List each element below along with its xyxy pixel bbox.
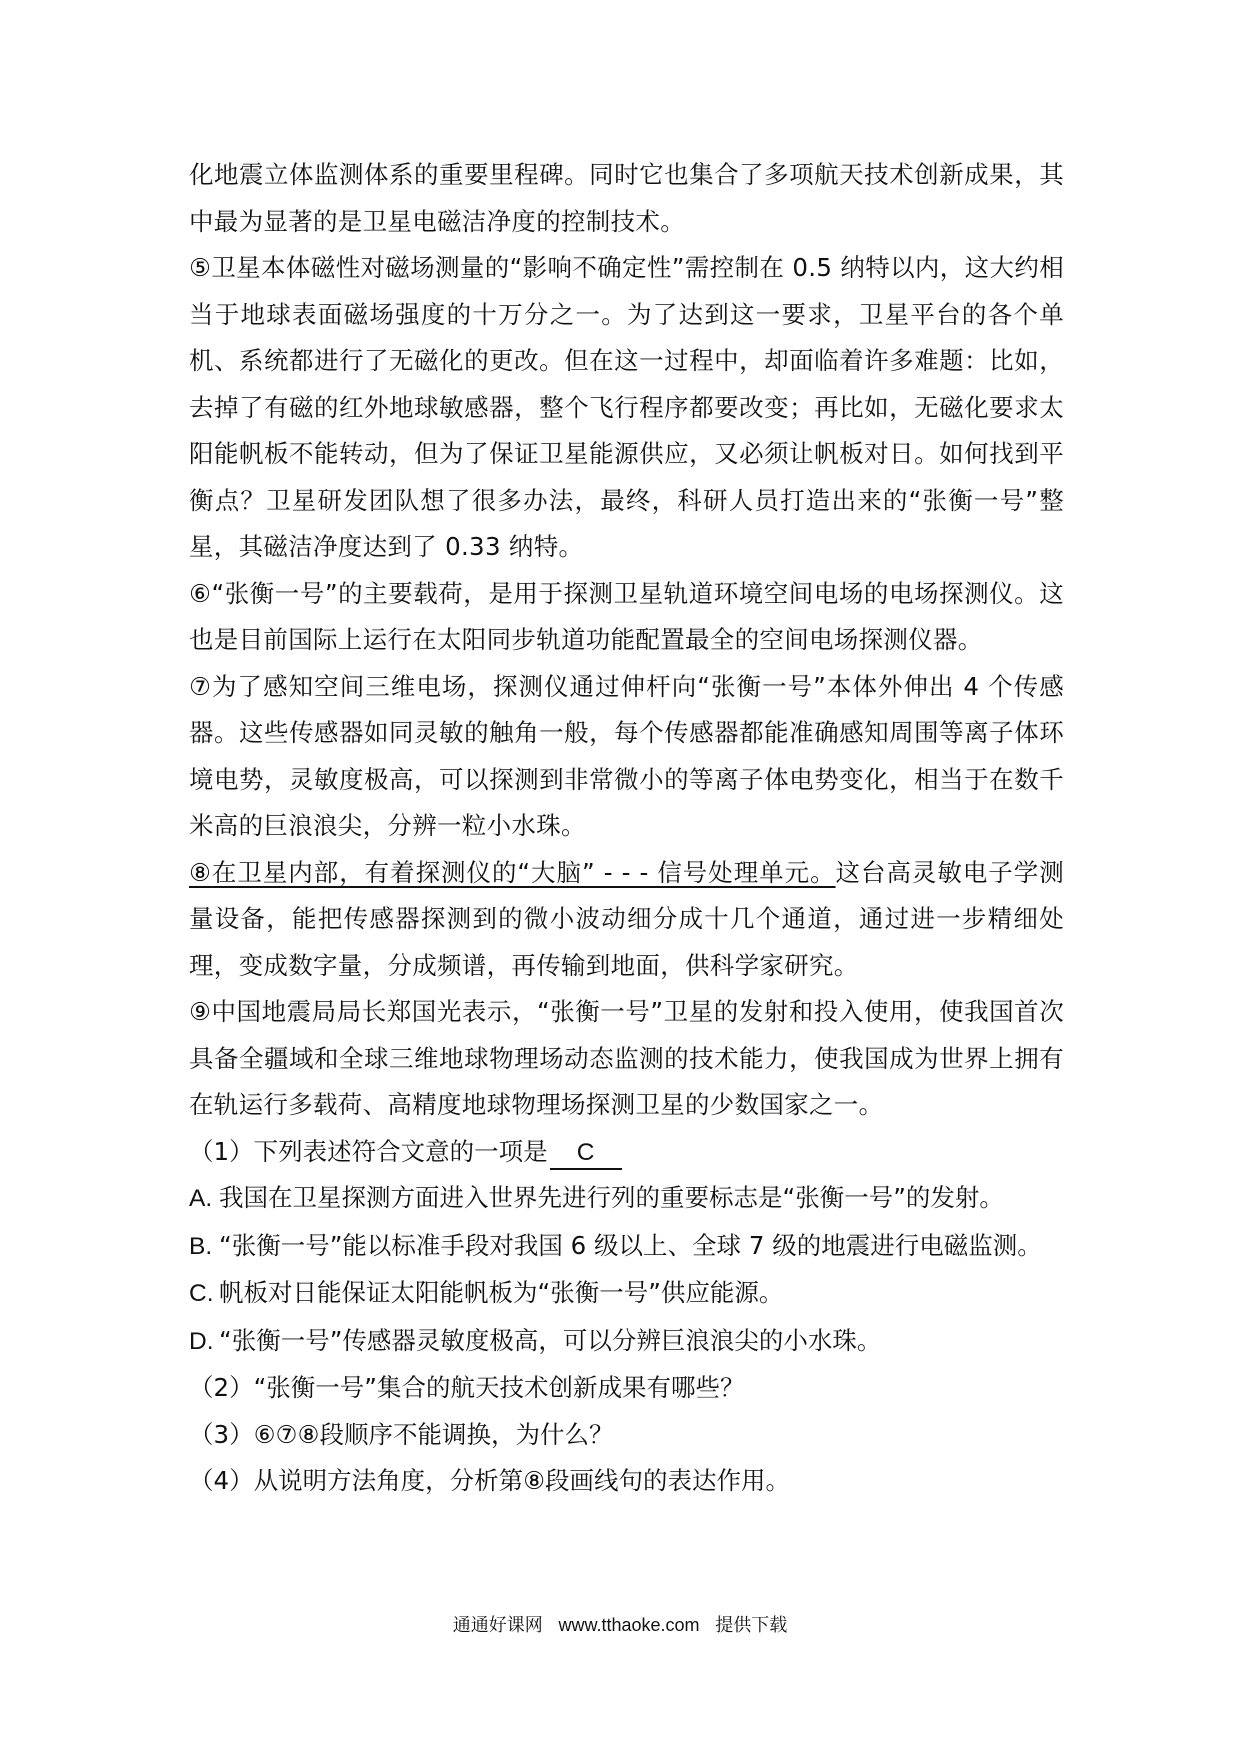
- question-2: （2）“张衡一号”集合的航天技术创新成果有哪些？: [189, 1373, 745, 1402]
- paragraph-4-tail: 化地震立体监测体系的重要里程碑。同时它也集合了多项航天技术创新成果，其中最为显著的是卫星电磁洁净度的控制技术。: [189, 160, 1064, 236]
- question-3: （3）⑥⑦⑧段顺序不能调换，为什么？: [189, 1419, 614, 1449]
- footer-site-name: 通通好课网: [452, 1615, 543, 1636]
- paragraph-5: ⑤卫星本体磁性对磁场测量的“影响不确定性”需控制在 0.5 纳特以内，这大约相当于地球表面磁场强度的十万分之一。为了达到这一要求，卫星平台的各个单机、系统都进行了无磁化的更改。但在这一过程中，却面临着许多难题：比如，去掉了有磁的红外地球敏感器，整个飞行程序都要改变；再比如，无磁化要求太阳能帆板不能转动，但为了保证卫星能源供应，又必须让帆板对日。如何找到平衡点？卫星研发团队想了很多办法，最终，科研人员打造出来的“张衡一号”整星，其磁洁净度达到了 0.33 纳特。: [189, 253, 1064, 561]
- paragraph-6: ⑥“张衡一号”的主要载荷，是用于探测卫星轨道环境空间电场的电场探测仪。这也是目前国际上运行在太阳同步轨道功能配置最全的空间电场探测仪器。: [189, 578, 1064, 654]
- footer-url-link[interactable]: www.tthaoke.com: [558, 1615, 700, 1635]
- page-footer: [0, 1611, 1240, 1637]
- footer-tail: 提供下载: [715, 1615, 788, 1636]
- paragraph-8-underlined-sentence: [189, 858, 836, 887]
- question-block: [189, 1129, 1064, 1505]
- option-c-text: 帆板对日能保证太阳能帆板为“张衡一号”供应能源。: [219, 1278, 784, 1307]
- question-4: （4）从说明方法角度，分析第⑧段画线句的表达作用。: [189, 1466, 791, 1495]
- paragraph-9: ⑨中国地震局局长郑国光表示，“张衡一号”卫星的发射和投入使用，使我国首次具备全疆域和全球三维地球物理场动态监测的技术能力，使我国成为世界上拥有在轨运行多载荷、高精度地球物理场探测卫星的少数国家之一。: [189, 997, 1064, 1119]
- option-a-text: 我国在卫星探测方面进入世界先进行列的重要标志是“张衡一号”的发射。: [219, 1183, 1004, 1212]
- option-a: [189, 1175, 1064, 1223]
- paragraph-8-underlined-text: 在卫星内部，有着探测仪的“大脑” - - - 信号处理单元。: [211, 857, 836, 887]
- paragraph-8-rest: 这台高灵敏电子学测量设备，能把传感器探测到的微小波动细分成十几个通道，通过进一步精细处理，变成数字量，分成频谱，再传输到地面，供科学家研究。: [189, 857, 1064, 980]
- option-c: [189, 1270, 1064, 1318]
- reading-passage: [189, 152, 1064, 1505]
- option-d-letter: D.: [189, 1327, 214, 1355]
- question-1: [189, 1129, 1064, 1176]
- question-1-answer-blank: C: [550, 1138, 622, 1170]
- paragraph-8: [189, 850, 1064, 990]
- option-b-letter: B.: [189, 1232, 213, 1260]
- option-b-text: “张衡一号”能以标准手段对我国 6 级以上、全球 7 级的地震进行电磁监测。: [219, 1230, 1042, 1260]
- paragraph-7: ⑦为了感知空间三维电场，探测仪通过伸杆向“张衡一号”本体外伸出 4 个传感器。这些传感器如同灵敏的触角一般，每个传感器都能准确感知周围等离子体环境电势，灵敏度极高，可以探测到非常微小的等离子体电势变化，相当于在数千米高的巨浪浪尖，分辨一粒小水珠。: [189, 671, 1064, 840]
- option-b: [189, 1223, 1064, 1271]
- option-d-text: “张衡一号”传感器灵敏度极高，可以分辨巨浪浪尖的小水珠。: [219, 1325, 882, 1355]
- question-1-prompt: （1）下列表述符合文意的一项是: [189, 1136, 548, 1166]
- option-a-letter: A.: [189, 1185, 213, 1212]
- option-d: [189, 1318, 1064, 1366]
- option-c-letter: C.: [189, 1280, 214, 1307]
- paragraph-8-number: ⑧: [189, 857, 212, 887]
